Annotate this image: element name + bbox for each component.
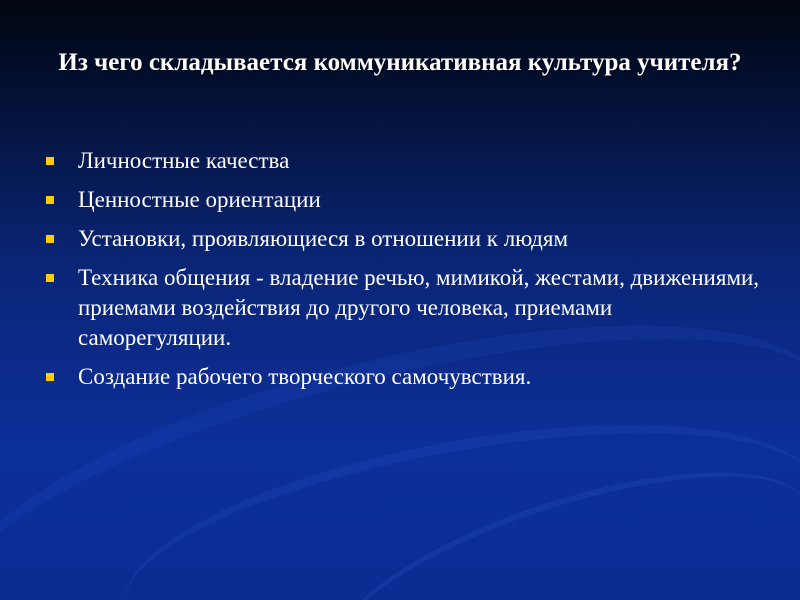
bullet-text: Установки, проявляющиеся в отношении к людям <box>78 226 569 251</box>
square-bullet-icon <box>46 373 54 381</box>
bullet-text: Техника общения - владение речью, мимикой, жестами, движениями, приемами воздействия до другого человека, приемами саморегуляции. <box>78 265 760 350</box>
bullet-text: Создание рабочего творческого самочувствия. <box>78 364 532 389</box>
bullet-item <box>46 146 766 176</box>
bullet-item <box>46 263 766 353</box>
bullet-item <box>46 362 766 392</box>
square-bullet-icon <box>46 274 54 282</box>
square-bullet-icon <box>46 196 54 204</box>
background-swoosh <box>107 381 800 600</box>
slide-title: Из чего складывается коммуникативная культура учителя? <box>58 49 742 76</box>
square-bullet-icon <box>46 235 54 243</box>
bullet-list <box>46 146 766 401</box>
square-bullet-icon <box>46 157 54 165</box>
bullet-text: Ценностные ориентации <box>78 187 321 212</box>
bullet-item <box>46 185 766 215</box>
bullet-item <box>46 224 766 254</box>
background-swoosh <box>307 427 800 600</box>
bullet-text: Личностные качества <box>78 148 290 173</box>
